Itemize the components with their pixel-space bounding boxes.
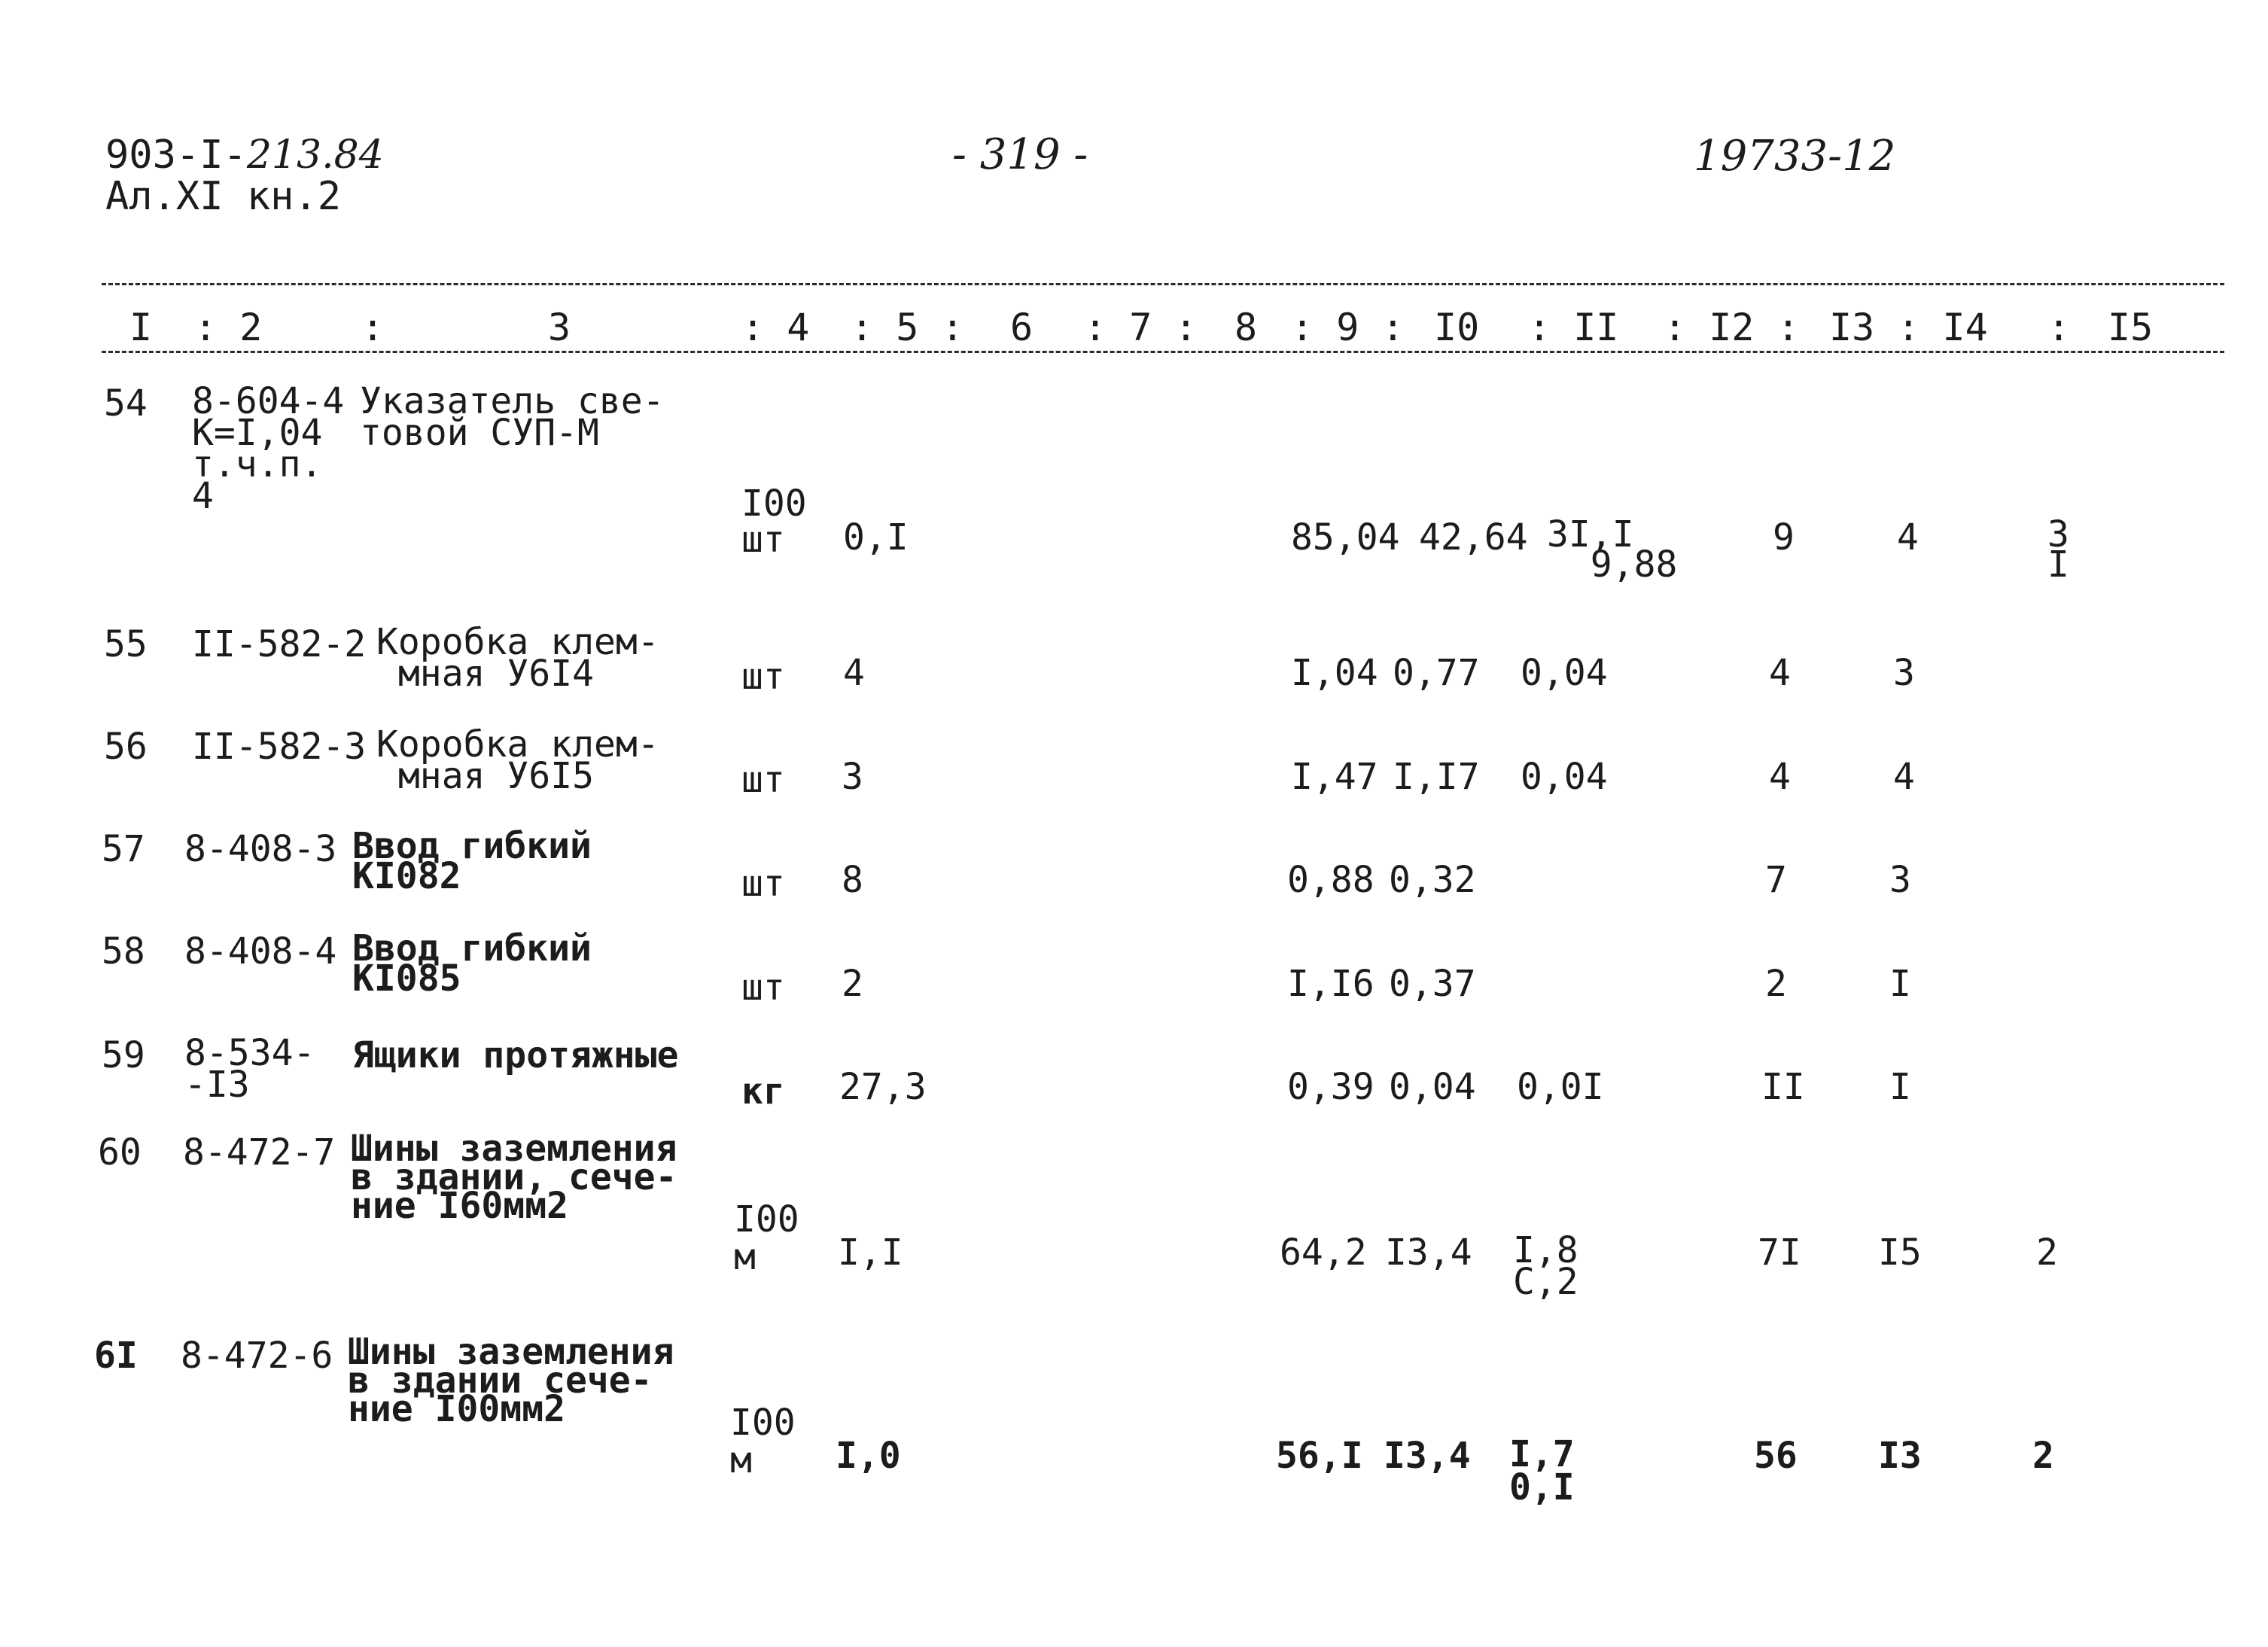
row-col9: I,47	[1291, 756, 1378, 798]
row-col10: 0,77	[1393, 652, 1480, 694]
row-qty: I,I	[838, 1231, 903, 1274]
col-header-9: : 9 :	[1291, 306, 1405, 349]
row-qty: 8	[842, 859, 863, 901]
row-col13: I	[1889, 963, 1911, 1005]
doc-number: 19733-12	[1694, 132, 1896, 181]
col-header-7: : 7 :	[1084, 306, 1198, 349]
row-code: 8-472-7	[183, 1131, 336, 1174]
row-col11: 0,04	[1521, 652, 1608, 694]
row-col12: 56	[1754, 1435, 1798, 1477]
col-header-10: I0	[1434, 306, 1480, 349]
row-col11: 3I,I 9,88	[1547, 513, 1678, 586]
row-col12: 7I	[1758, 1231, 1801, 1274]
row-code: 8-408-4	[184, 930, 337, 973]
row-code: II-582-2	[192, 623, 367, 665]
col-header-8: 8	[1234, 306, 1258, 349]
document-code-printed: 903-I-	[105, 132, 247, 178]
col-header-sep-a: :	[361, 306, 385, 349]
col-header-1: I	[129, 306, 153, 349]
row-number: 57	[102, 828, 145, 870]
row-qty: 27,3	[839, 1066, 927, 1108]
row-name: Коробка клем- мная У6I4	[376, 621, 659, 695]
row-col12: 4	[1769, 652, 1791, 694]
row-name: Указатель све- товой СУП-М	[360, 380, 665, 454]
row-col9: 64,2	[1280, 1231, 1367, 1274]
row-col12: 9	[1773, 516, 1795, 559]
row-number: 54	[104, 382, 148, 425]
row-col15: 2	[2036, 1231, 2058, 1274]
row-number: 60	[98, 1131, 142, 1174]
row-name: Ввод гибкий КI085	[352, 927, 592, 1000]
row-col9: 0,88	[1287, 859, 1374, 901]
row-col10: I3,4	[1385, 1231, 1472, 1274]
row-name: Ввод гибкий КI082	[352, 825, 592, 897]
row-col10: 0,04	[1389, 1066, 1476, 1108]
row-number: 56	[104, 726, 148, 768]
row-number: 59	[102, 1034, 145, 1076]
row-name: Ящики протяжные	[352, 1034, 679, 1076]
row-col13: 4	[1893, 756, 1915, 798]
row-code: 8-534- -I3	[184, 1032, 315, 1106]
row-qty: 4	[843, 652, 865, 694]
row-col11: I,7 0,I	[1509, 1433, 1575, 1508]
row-code: 8-604-4 К=I,04 т.ч.п. 4	[192, 380, 345, 517]
row-col10: 0,32	[1389, 859, 1476, 901]
col-header-5: : 5 :	[851, 306, 964, 349]
col-header-13-14: I3 : I4	[1829, 306, 1988, 349]
row-col9: I,04	[1291, 652, 1378, 694]
row-col12: 2	[1765, 963, 1787, 1005]
row-number: 58	[102, 930, 145, 973]
row-col11: I,8 C,2	[1513, 1229, 1578, 1303]
row-unit: I00 шт	[741, 483, 807, 561]
col-header-4: : 4	[741, 306, 810, 349]
row-qty: I,0	[836, 1435, 901, 1477]
row-number: 6I	[94, 1335, 138, 1377]
row-unit: шт	[741, 759, 785, 801]
row-unit: I00 м	[734, 1198, 799, 1278]
col-header-11: : II	[1528, 306, 1619, 349]
row-col10: 0,37	[1389, 963, 1476, 1005]
row-qty: 2	[842, 963, 863, 1005]
row-qty: 3	[842, 756, 863, 798]
row-col15: 3 I	[2047, 513, 2069, 586]
col-header-6: 6	[1010, 306, 1034, 349]
col-header-sep-b: :	[2047, 306, 2071, 349]
document-code-handwritten: 213.84	[246, 132, 384, 178]
col-header-2: : 2	[194, 306, 263, 349]
column-header-row	[0, 306, 2268, 354]
row-col9: 85,04	[1291, 516, 1400, 559]
row-col10: I,I7	[1393, 756, 1480, 798]
row-col13: 4	[1897, 516, 1919, 559]
row-col12: II	[1761, 1066, 1805, 1108]
row-col12: 7	[1765, 859, 1787, 901]
row-unit: шт	[741, 863, 785, 905]
col-header-12: : I2 :	[1664, 306, 1800, 349]
row-name: Шины заземления в здании сече- ние I00мм2	[348, 1331, 674, 1430]
row-unit: кг	[741, 1070, 785, 1113]
row-col13: I3	[1878, 1435, 1922, 1477]
header-bottom-rule	[102, 351, 2224, 353]
row-unit: I00 м	[730, 1402, 796, 1481]
row-col13: I	[1889, 1066, 1911, 1108]
row-col15: 2	[2032, 1435, 2054, 1477]
row-unit: шт	[741, 967, 785, 1009]
row-col13: I5	[1878, 1231, 1922, 1274]
row-unit: шт	[741, 656, 785, 698]
row-col11: 0,04	[1521, 756, 1608, 798]
row-col13: 3	[1889, 859, 1911, 901]
document-code	[105, 132, 384, 178]
row-col9: I,I6	[1287, 963, 1374, 1005]
col-header-3: 3	[548, 306, 571, 349]
col-header-15: I5	[2108, 306, 2154, 349]
row-code: II-582-3	[192, 726, 367, 768]
row-code: 8-472-6	[181, 1335, 333, 1377]
row-name: Коробка клем- мная У6I5	[376, 723, 659, 797]
row-col9: 56,I	[1276, 1435, 1363, 1477]
row-col10: I3,4	[1384, 1435, 1471, 1477]
row-col9: 0,39	[1287, 1066, 1374, 1108]
row-name: Шины заземления в здании, сече- ние I60мм2	[351, 1128, 677, 1227]
row-col11: 0,0I	[1517, 1066, 1604, 1108]
row-col10: 42,64	[1419, 516, 1528, 559]
row-col12: 4	[1769, 756, 1791, 798]
album-label: Ал.XI кн.2	[105, 174, 342, 219]
table-top-rule	[102, 283, 2224, 285]
page-number: - 319 -	[952, 130, 1088, 179]
row-col13: 3	[1893, 652, 1915, 694]
row-qty: 0,I	[843, 516, 909, 559]
row-number: 55	[104, 623, 148, 665]
row-code: 8-408-3	[184, 828, 337, 870]
